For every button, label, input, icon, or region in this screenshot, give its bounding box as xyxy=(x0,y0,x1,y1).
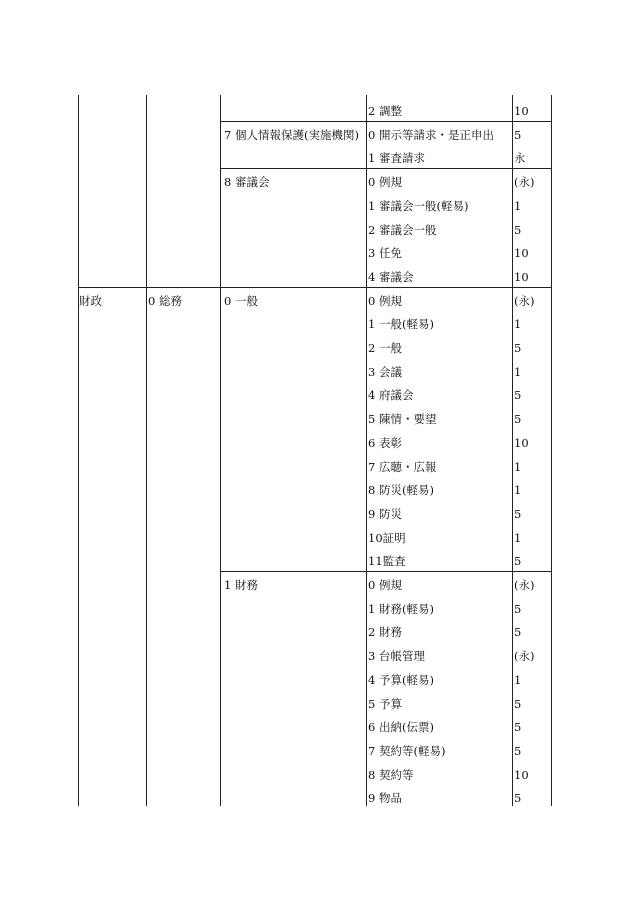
retention-years-cell: 1 xyxy=(514,364,522,379)
major-class-cell: 0 総務 xyxy=(148,293,182,308)
retention-years-cell: 5 xyxy=(514,720,522,735)
column-border-4 xyxy=(512,95,513,806)
minor-class-cell: 4 審議会 xyxy=(368,269,414,284)
minor-class-cell: 9 防災 xyxy=(368,506,402,521)
minor-class-cell: 8 防災(軽易) xyxy=(368,483,434,498)
minor-class-cell: 8 契約等 xyxy=(368,767,414,782)
retention-years-cell: 5 xyxy=(514,341,522,355)
minor-class-cell: 0 開示等請求・是正申出 xyxy=(368,127,494,142)
retention-years-cell: 5 xyxy=(514,506,522,521)
column-border-2 xyxy=(220,95,221,806)
middle-class-cell: 1 財務 xyxy=(224,578,258,592)
minor-class-cell: 5 陳情・要望 xyxy=(368,412,437,427)
retention-years-cell: 1 xyxy=(514,672,522,687)
retention-years-cell: (永) xyxy=(514,578,535,592)
minor-class-cell: 1 財務(軽易) xyxy=(368,601,434,616)
retention-years-cell: 5 xyxy=(514,791,522,806)
retention-years-cell: 10 xyxy=(514,435,529,450)
minor-class-cell: 0 例規 xyxy=(368,175,402,190)
minor-class-cell: 11監査 xyxy=(368,554,406,569)
minor-class-cell: 2 審議会一般 xyxy=(368,222,437,237)
retention-years-cell: (永) xyxy=(514,175,535,190)
retention-years-cell: 1 xyxy=(514,317,522,332)
minor-class-cell: 3 任免 xyxy=(368,246,402,261)
middle-class-cell: 8 審議会 xyxy=(224,175,270,190)
retention-years-cell: 10 xyxy=(514,767,529,782)
minor-class-cell: 7 契約等(軽易) xyxy=(368,743,446,758)
category-cell: 財政 xyxy=(79,293,102,308)
retention-years-cell: 永 xyxy=(514,151,526,166)
retention-years-cell: 1 xyxy=(514,198,522,213)
minor-class-cell: 2 調整 xyxy=(368,104,402,118)
retention-years-cell: 5 xyxy=(514,696,522,711)
retention-years-cell: 1 xyxy=(514,459,522,474)
retention-years-cell: 5 xyxy=(514,222,522,237)
minor-class-cell: 5 予算 xyxy=(368,696,402,711)
minor-class-cell: 3 会議 xyxy=(368,364,402,379)
retention-years-cell: 5 xyxy=(514,127,522,142)
group-separator xyxy=(220,168,551,169)
minor-class-cell: 3 台帳管理 xyxy=(368,649,425,664)
column-border-3 xyxy=(366,95,367,806)
retention-years-cell: 1 xyxy=(514,530,522,545)
minor-class-cell: 7 広聴・広報 xyxy=(368,459,437,474)
minor-class-cell: 1 審議会一般(軽易) xyxy=(368,198,469,213)
column-border-5 xyxy=(551,95,552,806)
minor-class-cell: 9 物品 xyxy=(368,791,402,806)
retention-years-cell: 5 xyxy=(514,554,522,569)
middle-class-cell: 0 一般 xyxy=(224,293,258,308)
minor-class-cell: 6 表彰 xyxy=(368,435,402,450)
minor-class-cell: 10証明 xyxy=(368,530,406,545)
group-separator xyxy=(220,121,551,122)
minor-class-cell: 0 例規 xyxy=(368,293,402,308)
minor-class-cell: 2 一般 xyxy=(368,341,402,355)
retention-years-cell: 10 xyxy=(514,269,529,284)
retention-years-cell: 1 xyxy=(514,483,522,498)
middle-class-cell: 7 個人情報保護(実施機関) xyxy=(224,127,359,142)
minor-class-cell: 4 予算(軽易) xyxy=(368,672,434,687)
retention-years-cell: 10 xyxy=(514,104,529,118)
retention-years-cell: 5 xyxy=(514,412,522,427)
retention-years-cell: 5 xyxy=(514,601,522,616)
minor-class-cell: 4 府議会 xyxy=(368,388,414,403)
group-separator xyxy=(78,287,551,288)
minor-class-cell: 2 財務 xyxy=(368,625,402,640)
retention-years-cell: 5 xyxy=(514,388,522,403)
retention-years-cell: 5 xyxy=(514,625,522,640)
retention-years-cell: (永) xyxy=(514,293,535,308)
column-border-1 xyxy=(146,95,147,806)
retention-years-cell: (永) xyxy=(514,649,535,664)
group-separator xyxy=(220,571,551,572)
retention-years-cell: 5 xyxy=(514,743,522,758)
retention-years-cell: 10 xyxy=(514,246,529,261)
minor-class-cell: 6 出納(伝票) xyxy=(368,720,434,735)
column-border-0 xyxy=(78,95,79,806)
minor-class-cell: 1 一般(軽易) xyxy=(368,317,434,332)
minor-class-cell: 1 審査請求 xyxy=(368,151,425,166)
minor-class-cell: 0 例規 xyxy=(368,578,402,592)
